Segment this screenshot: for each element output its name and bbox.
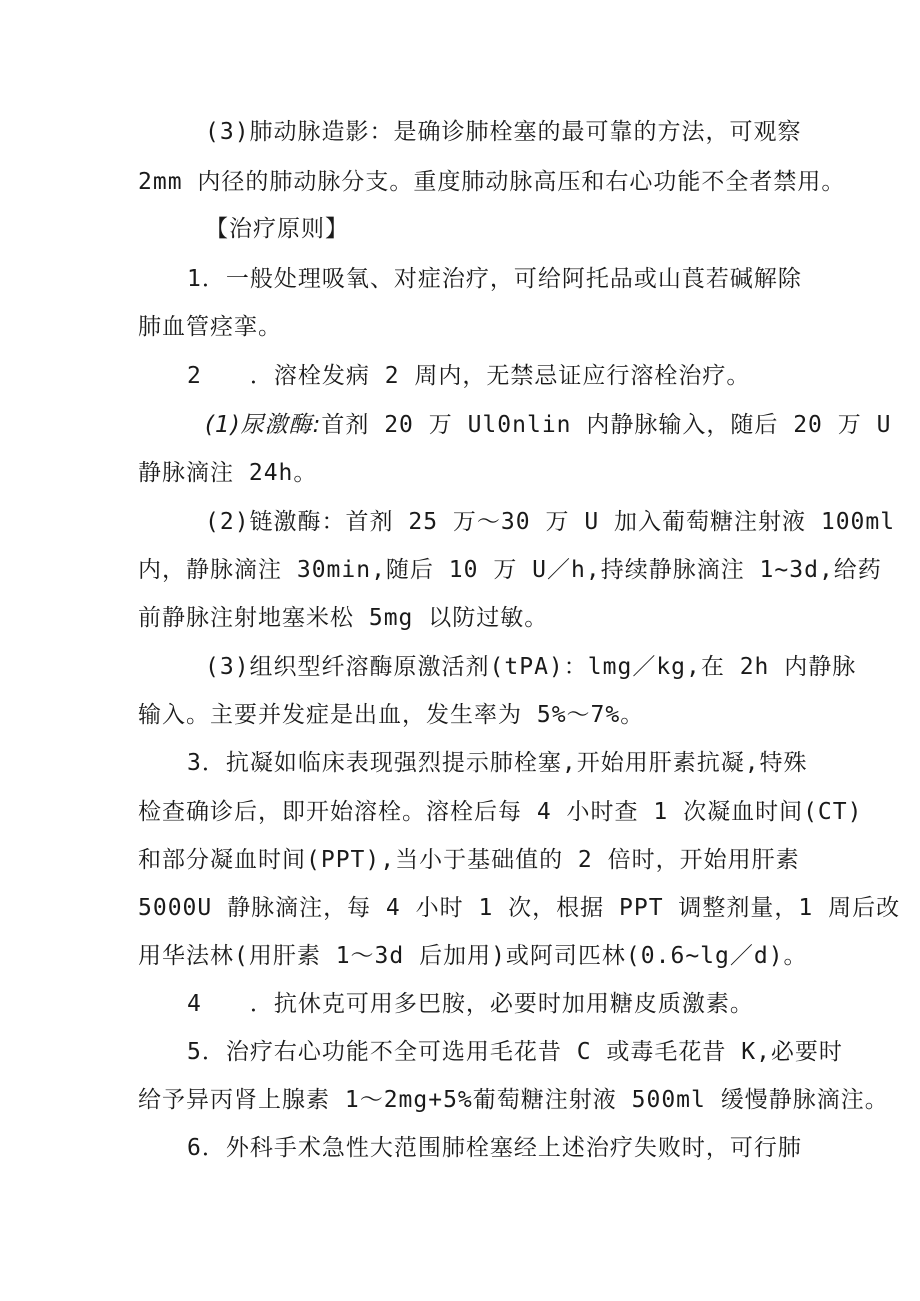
para-antishock: 4 ．抗休克可用多巴胺，必要时加用糖皮质激素。	[187, 991, 754, 1017]
para-streptokinase-line-3: 前静脉注射地塞米松 5mg 以防过敏。	[138, 605, 549, 631]
urokinase-text: 首剂 20 万 Ul0nlin 内静脉输入，随后 20 万 U	[321, 412, 892, 438]
para-anticoagulation-line-1: 3．抗凝如临床表现强烈提示肺栓塞,开始用肝素抗凝,特殊	[187, 750, 808, 776]
para-tpa-line-1: (3)组织型纤溶酶原激活剂(tPA)：lmg／kg,在 2h 内静脉	[205, 654, 857, 680]
para-general-treatment-line-2: 肺血管痉挛。	[138, 314, 282, 340]
para-pulmonary-angiography-line-1: (3)肺动脉造影：是确诊肺栓塞的最可靠的方法，可观察	[205, 119, 802, 145]
para-streptokinase-line-1: (2)链激酶：首剂 25 万～30 万 U 加入葡萄糖注射液 100ml	[205, 509, 896, 535]
para-urokinase-line-2: 静脉滴注 24h。	[138, 460, 318, 486]
section-heading-treatment-principles: 【治疗原则】	[205, 216, 349, 242]
para-anticoagulation-line-5: 用华法林(用肝素 1～3d 后加用)或阿司匹林(0.6~lg／d)。	[138, 943, 808, 969]
para-anticoagulation-line-2: 检查确诊后，即开始溶栓。溶栓后每 4 小时查 1 次凝血时间(CT)	[138, 799, 863, 825]
para-general-treatment-line-1: 1．一般处理吸氧、对症治疗，可给阿托品或山莨若碱解除	[187, 266, 802, 292]
para-pulmonary-angiography-line-2: 2mm 内径的肺动脉分支。重度肺动脉高压和右心功能不全者禁用。	[138, 169, 846, 195]
para-urokinase-line-1	[205, 410, 891, 440]
para-surgery: 6．外科手术急性大范围肺栓塞经上述治疗失败时，可行肺	[187, 1135, 802, 1161]
para-right-heart-failure-line-2: 给予异丙肾上腺素 1～2mg+5%葡萄糖注射液 500ml 缓慢静脉滴注。	[138, 1087, 889, 1113]
para-anticoagulation-line-4: 5000U 静脉滴注，每 4 小时 1 次，根据 PPT 调整剂量，1 周后改	[138, 895, 901, 921]
para-anticoagulation-line-3: 和部分凝血时间(PPT),当小于基础值的 2 倍时，开始用肝素	[138, 847, 800, 873]
urokinase-label: (1)尿激酶:	[205, 412, 322, 438]
para-streptokinase-line-2: 内，静脉滴注 30min,随后 10 万 U／h,持续静脉滴注 1~3d,给药	[138, 557, 882, 583]
para-tpa-line-2: 输入。主要并发症是出血，发生率为 5%～7%。	[138, 702, 645, 728]
para-right-heart-failure-line-1: 5．治疗右心功能不全可选用毛花昔 C 或毒毛花昔 K,必要时	[187, 1039, 843, 1065]
para-thrombolysis: 2 ．溶栓发病 2 周内，无禁忌证应行溶栓治疗。	[187, 363, 751, 389]
